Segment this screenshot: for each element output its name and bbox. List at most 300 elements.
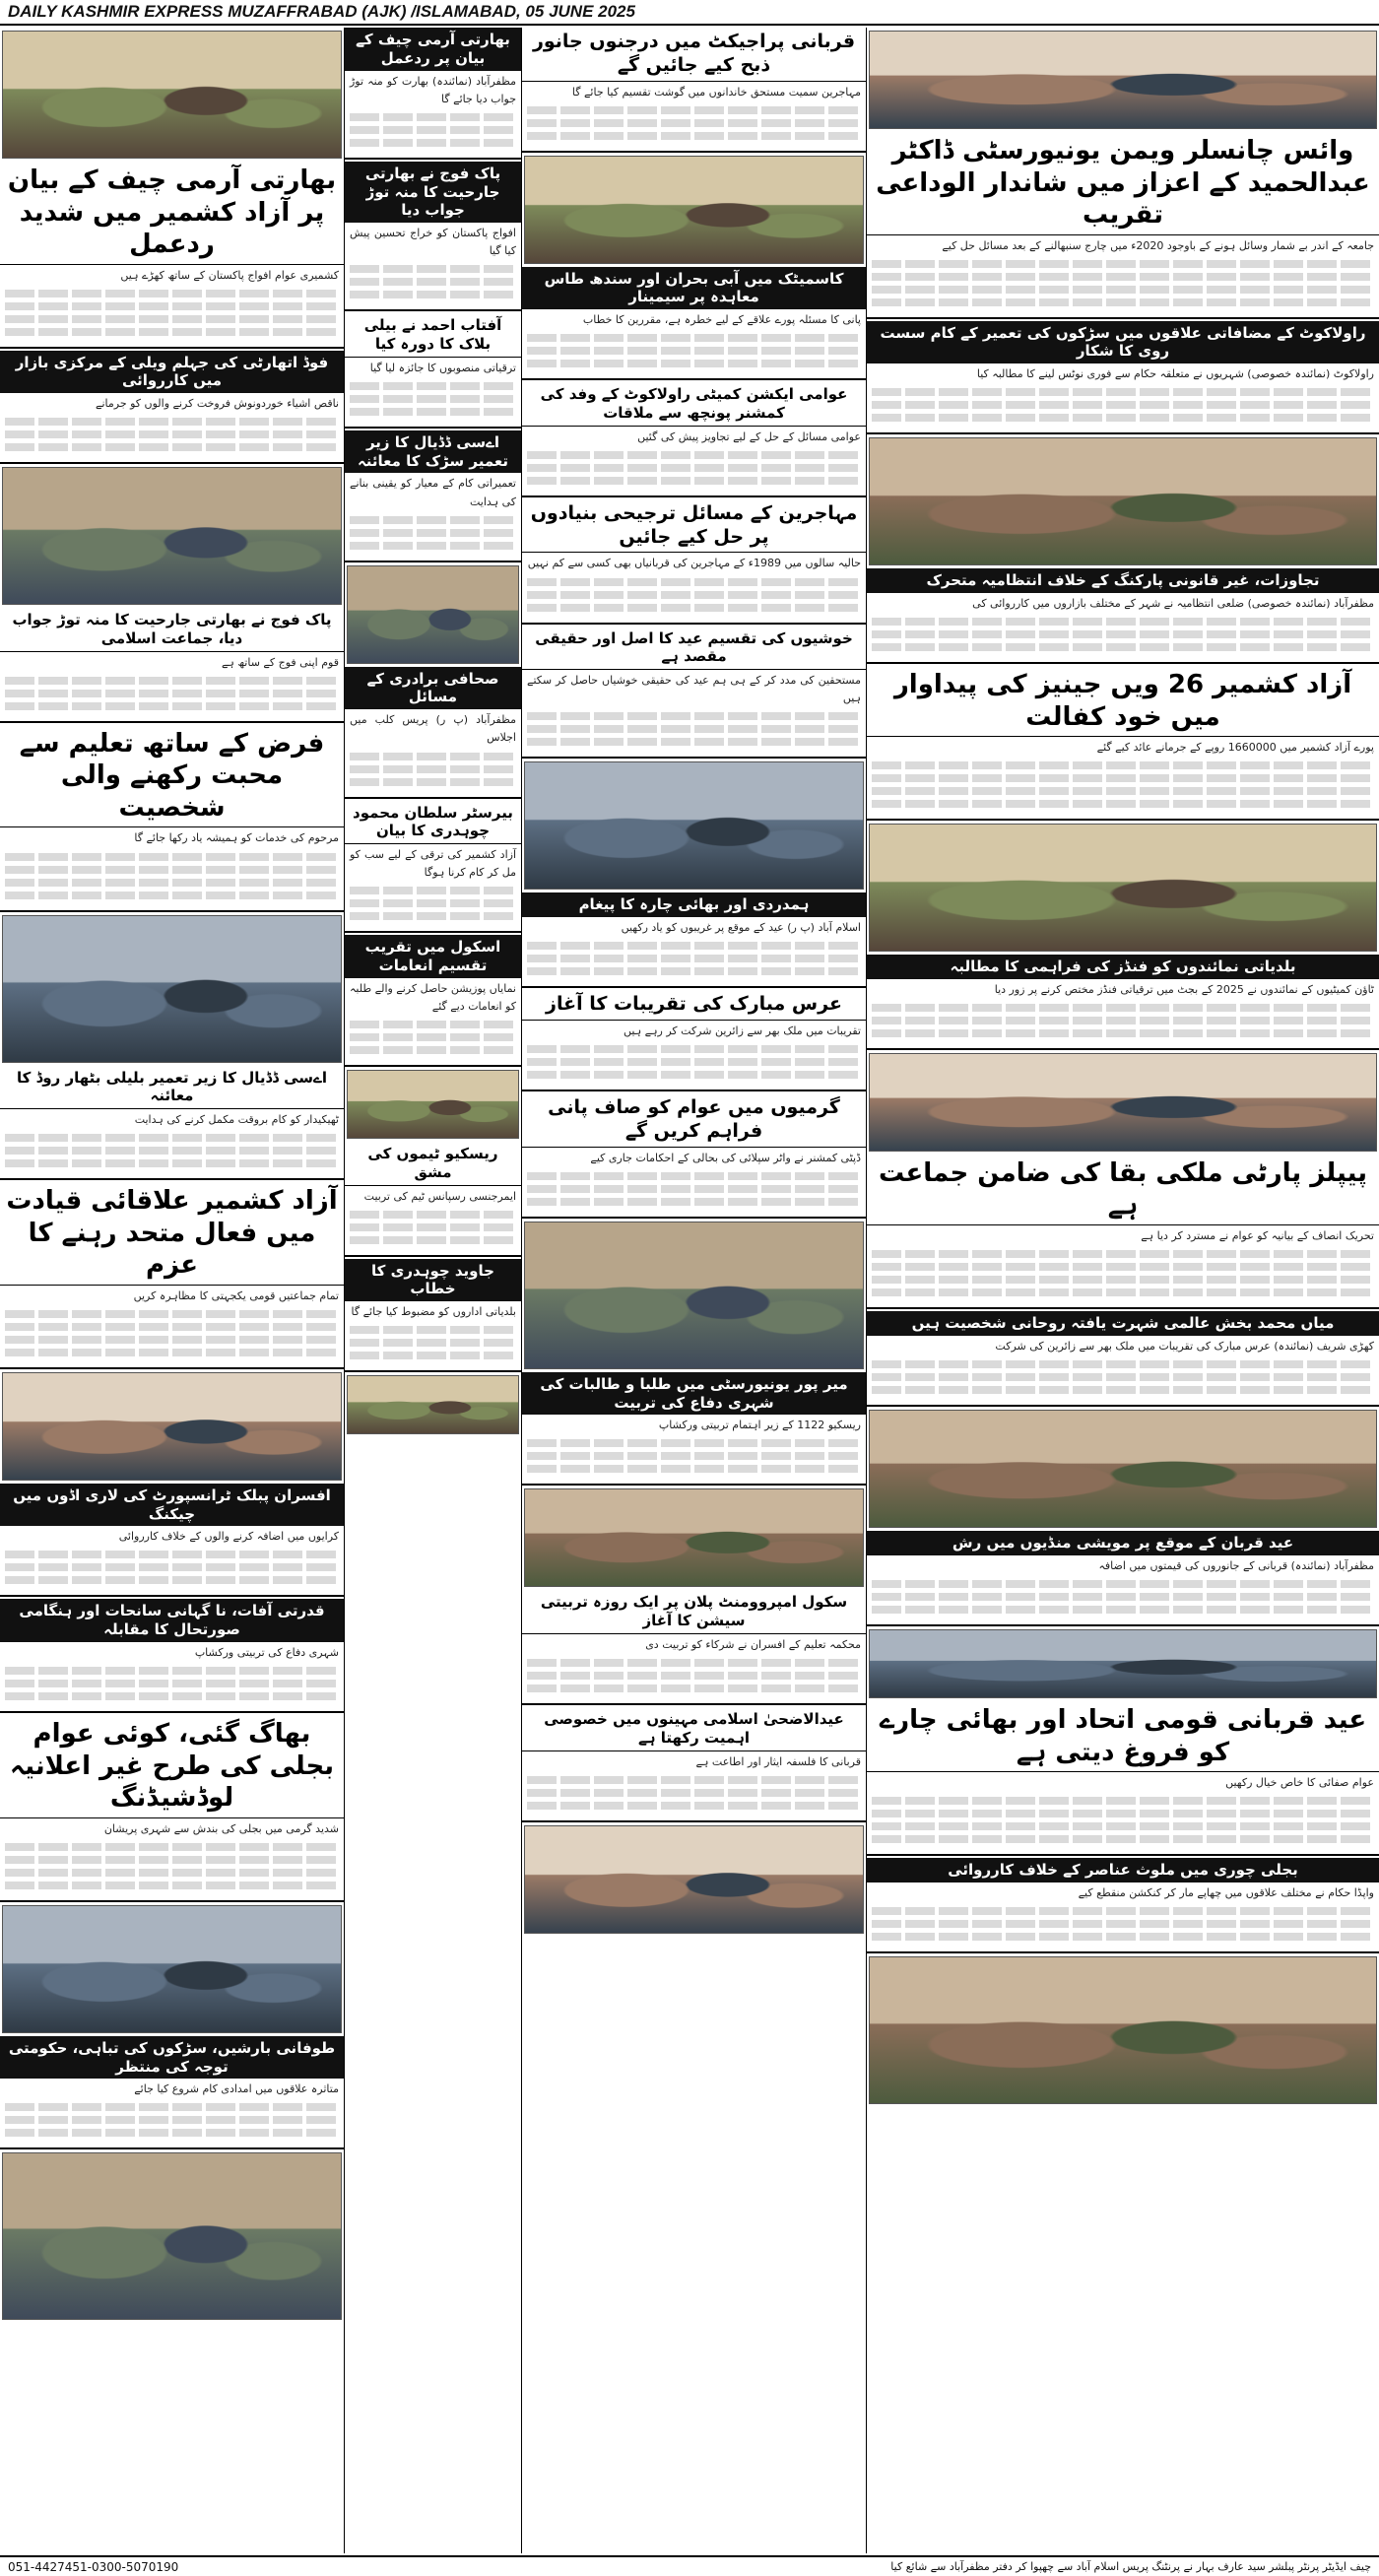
story-separator bbox=[0, 347, 344, 349]
news-photo bbox=[2, 31, 342, 159]
story-separator bbox=[867, 1048, 1379, 1050]
story-separator bbox=[867, 1951, 1379, 1953]
column-right bbox=[867, 28, 1379, 2553]
column-mid-left bbox=[345, 28, 521, 2553]
story-body-text: تمام جماعتیں قومی یکجہتی کا مظاہرہ کریں bbox=[133, 1288, 339, 1302]
text-line-placeholder bbox=[872, 800, 1374, 808]
story-body-text: مستحقین کی مدد کر کے ہی ہم عید کی حقیقی خوشیاں حاصل کر سکتے ہیں bbox=[527, 674, 861, 705]
text-line-placeholder bbox=[872, 273, 1374, 281]
text-line-placeholder bbox=[872, 1288, 1374, 1296]
story-body-text: محکمہ تعلیم کے افسران نے شرکاء کو تربیت دی bbox=[645, 1637, 861, 1651]
text-line-placeholder bbox=[5, 1159, 339, 1167]
story-headline: بھاگ گئی، کوئی عوام بجلی کی طرح غیر اعلانیہ لوڈشیڈنگ bbox=[0, 1715, 344, 1818]
news-story bbox=[345, 28, 521, 160]
story-body bbox=[345, 473, 521, 558]
text-line-placeholder bbox=[872, 1004, 1374, 1012]
text-line-placeholder bbox=[872, 1593, 1374, 1601]
story-body-text: افواج پاکستان کو خراج تحسین پیش کیا گیا bbox=[350, 227, 516, 258]
story-separator bbox=[867, 317, 1379, 319]
text-line-placeholder bbox=[872, 401, 1374, 409]
news-story bbox=[345, 430, 521, 562]
story-headline: آزاد کشمیر 26 ویں جینیز کی پیداوار میں خود کفالت bbox=[867, 666, 1379, 737]
news-photo bbox=[869, 1629, 1377, 1698]
story-body bbox=[867, 593, 1379, 660]
text-line-placeholder bbox=[350, 529, 516, 537]
news-story bbox=[345, 1070, 521, 1257]
story-body bbox=[0, 652, 344, 719]
story-body-text: شدید گرمی میں بجلی کی بندش سے شہری پریشان bbox=[103, 1821, 339, 1835]
story-body bbox=[867, 1225, 1379, 1305]
text-line-placeholder bbox=[5, 1563, 339, 1571]
story-separator bbox=[345, 931, 521, 933]
story-separator bbox=[0, 1367, 344, 1369]
story-body bbox=[867, 1772, 1379, 1852]
story-headline: پاک فوج نے بھارتی جارحیت کا منہ توڑ جواب دیا bbox=[345, 162, 521, 223]
photo-placeholder bbox=[525, 1826, 863, 1933]
news-story bbox=[345, 801, 521, 934]
news-photo bbox=[2, 1905, 342, 2033]
photo-placeholder bbox=[525, 1222, 863, 1368]
story-body-text: ٹاؤن کمیٹیوں کے نمائندوں نے 2025 کے بجٹ میں ترقیاتی فنڈز مختص کرنے پر زور دیا bbox=[994, 983, 1374, 997]
text-line-placeholder bbox=[872, 774, 1374, 782]
story-headline: عرس مبارک کی تقریبات کا آغاز bbox=[522, 990, 866, 1021]
story-body-text: پانی کا مسئلہ پورے علاقے کے لیے خطرہ ہے، مقررین کا خطاب bbox=[582, 313, 861, 327]
text-line-placeholder bbox=[527, 967, 861, 975]
photo-placeholder bbox=[3, 32, 341, 158]
text-line-placeholder bbox=[5, 1856, 339, 1864]
story-headline: گرمیوں میں عوام کو صاف پانی فراہم کریں گے bbox=[522, 1093, 866, 1148]
text-line-placeholder bbox=[527, 1802, 861, 1810]
news-story bbox=[522, 1707, 866, 1822]
text-line-placeholder bbox=[5, 892, 339, 899]
text-line-placeholder bbox=[350, 139, 516, 147]
story-body bbox=[522, 1634, 866, 1701]
text-line-placeholder bbox=[350, 516, 516, 524]
story-body-text: تعمیراتی کام کے معیار کو یقینی بنانے کی ہدایت bbox=[350, 477, 516, 508]
story-body-text: مظفرآباد (نمائندہ) قربانی کے جانوروں کی قیمتوں میں اضافہ bbox=[1098, 1558, 1374, 1572]
text-line-placeholder bbox=[872, 1797, 1374, 1805]
photo-placeholder bbox=[3, 1373, 341, 1480]
story-body-text: تحریک انصاف کے بیانیہ کو عوام نے مسترد کر دیا ہے bbox=[1141, 1229, 1374, 1243]
story-body-text: حالیہ سالوں میں 1989ء کے مہاجرین کی قربانیاں بھی کسی سے کم نہیں bbox=[527, 557, 861, 570]
text-line-placeholder bbox=[872, 260, 1374, 268]
story-headline: بجلی چوری میں ملوث عناصر کے خلاف کارروائی bbox=[867, 1858, 1379, 1882]
story-headline: بیرسٹر سلطان محمود چوہدری کا بیان bbox=[345, 801, 521, 845]
story-separator bbox=[867, 432, 1379, 434]
story-separator bbox=[345, 427, 521, 429]
story-headline: ریسکیو ٹیموں کی مشق bbox=[345, 1142, 521, 1186]
news-photo bbox=[524, 761, 864, 890]
text-line-placeholder bbox=[5, 1310, 339, 1318]
story-body bbox=[345, 223, 521, 307]
text-line-placeholder bbox=[872, 630, 1374, 638]
text-line-placeholder bbox=[527, 119, 861, 127]
story-body-text: پورے آزاد کشمیر میں 1660000 روپے کے جرمانے عائد کیے گئے bbox=[1096, 741, 1374, 755]
photo-placeholder bbox=[870, 1957, 1376, 2103]
text-line-placeholder bbox=[5, 1576, 339, 1584]
photo-placeholder bbox=[348, 1071, 518, 1138]
text-line-placeholder bbox=[872, 1810, 1374, 1817]
text-line-placeholder bbox=[350, 887, 516, 894]
photo-placeholder bbox=[3, 468, 341, 604]
text-line-placeholder bbox=[5, 302, 339, 310]
story-body-text: ٹھیکیدار کو کام بروقت مکمل کرنے کی ہدایت bbox=[134, 1113, 339, 1127]
story-separator bbox=[0, 1595, 344, 1597]
story-headline: میاں محمد بخش عالمی شہرت یافتہ روحانی شخصیت ہیں bbox=[867, 1311, 1379, 1336]
text-line-placeholder bbox=[5, 1134, 339, 1142]
story-body bbox=[867, 1882, 1379, 1949]
text-line-placeholder bbox=[5, 866, 339, 874]
story-headline: طوفانی بارشیں، سڑکوں کی تباہی، حکومتی توجہ کی منتظر bbox=[0, 2036, 344, 2080]
news-story bbox=[0, 31, 344, 349]
news-story bbox=[345, 935, 521, 1067]
story-separator bbox=[522, 378, 866, 380]
text-line-placeholder bbox=[350, 382, 516, 390]
story-headline: پیپلز پارٹی ملکی بقا کی ضامن جماعت ہے bbox=[867, 1155, 1379, 1225]
text-line-placeholder bbox=[5, 853, 339, 861]
story-body-text: مہاجرین سمیت مستحق خاندانوں میں گوشت تقسیم کیا جائے گا bbox=[571, 85, 861, 99]
news-story bbox=[867, 666, 1379, 821]
story-body-text: جامعہ کے اندر بے شمار وسائل ہونے کے باوجود 2020ء میں چارج سنبھالنے کے بعد مسائل حل کیے bbox=[942, 238, 1374, 252]
story-headline: بھارتی آرمی چیف کے بیان پر ردعمل bbox=[345, 28, 521, 71]
news-photo bbox=[869, 1053, 1377, 1152]
text-line-placeholder bbox=[350, 113, 516, 121]
footer bbox=[0, 2555, 1379, 2576]
text-line-placeholder bbox=[5, 328, 339, 336]
text-line-placeholder bbox=[5, 879, 339, 887]
story-separator bbox=[0, 2147, 344, 2149]
news-story bbox=[345, 162, 521, 312]
story-body-text: مظفرآباد (نمائندہ خصوصی) ضلعی انتظامیہ نے شہر کے مختلف بازاروں میں کارروائی کی bbox=[972, 597, 1374, 611]
news-photo bbox=[347, 565, 519, 664]
text-line-placeholder bbox=[527, 1439, 861, 1447]
text-line-placeholder bbox=[872, 414, 1374, 422]
text-line-placeholder bbox=[527, 591, 861, 599]
text-line-placeholder bbox=[350, 278, 516, 286]
news-photo bbox=[524, 1488, 864, 1587]
news-story bbox=[345, 565, 521, 799]
story-separator bbox=[867, 662, 1379, 664]
story-body-text: کرایوں میں اضافہ کرنے والوں کے خلاف کارروائی bbox=[118, 1530, 339, 1544]
story-body-text: مظفرآباد (نمائندہ) بھارت کو منہ توڑ جواب دیا جائے گا bbox=[350, 74, 516, 105]
text-line-placeholder bbox=[5, 1147, 339, 1155]
story-headline: مہاجرین کے مسائل ترجیحی بنیادوں پر حل کیے جائیں bbox=[522, 499, 866, 554]
text-line-placeholder bbox=[872, 1360, 1374, 1368]
story-headline: بلدیاتی نمائندوں کو فنڈز کی فراہمی کا مطالبہ bbox=[867, 955, 1379, 979]
text-line-placeholder bbox=[527, 1672, 861, 1680]
story-body bbox=[522, 309, 866, 376]
story-separator bbox=[867, 819, 1379, 821]
text-line-placeholder bbox=[5, 315, 339, 323]
masthead bbox=[0, 0, 1379, 26]
story-body bbox=[345, 1301, 521, 1368]
text-line-placeholder bbox=[350, 542, 516, 550]
story-body-text: کشمیری عوام افواج پاکستان کے ساتھ کھڑے ہیں bbox=[120, 268, 339, 282]
story-body bbox=[0, 1818, 344, 1898]
text-line-placeholder bbox=[350, 899, 516, 907]
story-headline: صحافی برادری کے مسائل bbox=[345, 667, 521, 710]
text-line-placeholder bbox=[527, 132, 861, 140]
story-separator bbox=[345, 309, 521, 311]
text-line-placeholder bbox=[5, 290, 339, 297]
story-headline: فوڈ اتھارٹی کی جہلم ویلی کے مرکزی بازار میں کارروائی bbox=[0, 351, 344, 394]
story-separator bbox=[522, 986, 866, 988]
story-body bbox=[0, 1109, 344, 1176]
text-line-placeholder bbox=[872, 643, 1374, 651]
story-body bbox=[522, 670, 866, 755]
story-separator bbox=[345, 1255, 521, 1257]
story-body-text: بلدیاتی اداروں کو مضبوط کیا جائے گا bbox=[351, 1305, 516, 1319]
text-line-placeholder bbox=[5, 677, 339, 685]
text-line-placeholder bbox=[872, 1580, 1374, 1588]
text-line-placeholder bbox=[5, 2129, 339, 2137]
text-line-placeholder bbox=[872, 1276, 1374, 1284]
story-headline: قدرتی آفات، نا گہانی سانحات اور ہنگامی صورتحال کا مقابلہ bbox=[0, 1599, 344, 1642]
text-line-placeholder bbox=[350, 265, 516, 273]
story-body-text: عوام صفائی کا خاص خیال رکھیں bbox=[1225, 1776, 1374, 1790]
photo-placeholder bbox=[870, 1630, 1376, 1697]
text-line-placeholder bbox=[350, 1211, 516, 1219]
text-line-placeholder bbox=[872, 1263, 1374, 1271]
story-separator bbox=[0, 721, 344, 723]
text-line-placeholder bbox=[350, 778, 516, 786]
text-line-placeholder bbox=[527, 1045, 861, 1053]
news-story bbox=[867, 437, 1379, 664]
news-photo bbox=[524, 1222, 864, 1369]
story-separator bbox=[522, 1703, 866, 1705]
story-headline: عیدالاضحیٰ اسلامی مہینوں میں خصوصی اہمیت رکھتا ہے bbox=[522, 1707, 866, 1751]
story-headline: کاسمیٹک میں آبی بحران اور سندھ طاس معاہدہ پر سیمینار bbox=[522, 267, 866, 310]
text-line-placeholder bbox=[5, 430, 339, 438]
story-separator bbox=[345, 1370, 521, 1372]
story-body bbox=[345, 709, 521, 794]
news-story bbox=[867, 31, 1379, 319]
text-line-placeholder bbox=[527, 347, 861, 355]
text-line-placeholder bbox=[527, 1776, 861, 1784]
story-headline: آفتاب احمد نے بیلی بلاک کا دورہ کیا bbox=[345, 313, 521, 358]
news-story bbox=[522, 627, 866, 760]
story-body bbox=[867, 1555, 1379, 1622]
masthead-title: DAILY KASHMIR EXPRESS MUZAFFRABAD (AJK) /ISLAMABAD, 05 JUNE 2025 bbox=[8, 2, 635, 21]
story-body-text: ریسکیو 1122 کے زیر اہتمام تربیتی ورکشاپ bbox=[658, 1419, 861, 1432]
text-line-placeholder bbox=[350, 1339, 516, 1347]
story-separator bbox=[522, 757, 866, 759]
text-line-placeholder bbox=[872, 1835, 1374, 1843]
story-body bbox=[0, 2079, 344, 2146]
text-line-placeholder bbox=[350, 1326, 516, 1334]
story-separator bbox=[0, 1900, 344, 1902]
photo-placeholder bbox=[870, 1054, 1376, 1151]
story-headline: سکول امپروومنٹ پلان پر ایک روزہ تربیتی سیشن کا آغاز bbox=[522, 1590, 866, 1634]
news-photo bbox=[869, 1956, 1377, 2104]
story-body bbox=[522, 1021, 866, 1088]
text-line-placeholder bbox=[527, 464, 861, 472]
text-line-placeholder bbox=[527, 334, 861, 342]
text-line-placeholder bbox=[350, 912, 516, 920]
news-photo bbox=[524, 1825, 864, 1934]
news-story bbox=[867, 321, 1379, 435]
text-line-placeholder bbox=[527, 1185, 861, 1193]
news-photo bbox=[524, 156, 864, 264]
text-line-placeholder bbox=[527, 1071, 861, 1079]
news-story bbox=[867, 1311, 1379, 1407]
story-body bbox=[522, 553, 866, 620]
story-headline: پاک فوج نے بھارتی جارحیت کا منہ توڑ جواب دیا، جماعت اسلامی bbox=[0, 608, 344, 652]
text-line-placeholder bbox=[872, 1933, 1374, 1941]
news-story bbox=[522, 990, 866, 1091]
news-story bbox=[522, 1093, 866, 1219]
text-line-placeholder bbox=[872, 1606, 1374, 1614]
text-line-placeholder bbox=[5, 1667, 339, 1675]
news-story bbox=[522, 1488, 866, 1705]
text-line-placeholder bbox=[527, 477, 861, 485]
story-headline: اےسی ڈڈیال کا زیر تعمیر بلیلی بٹھار روڈ کا معائنہ bbox=[0, 1066, 344, 1110]
story-separator bbox=[0, 910, 344, 912]
story-body bbox=[522, 917, 866, 984]
text-line-placeholder bbox=[5, 690, 339, 697]
story-body-text: نمایاں پوزیشن حاصل کرنے والے طلبہ کو انعامات دیے گئے bbox=[349, 981, 516, 1013]
story-headline: بھارتی آرمی چیف کے بیان پر آزاد کشمیر میں شدید ردعمل bbox=[0, 162, 344, 265]
story-body bbox=[522, 1415, 866, 1482]
story-body-text: کھڑی شریف (نمائندہ) عرس مبارک کی تقریبات میں ملک بھر سے زائرین کی شرکت bbox=[995, 1340, 1374, 1354]
news-photo bbox=[869, 31, 1377, 129]
story-separator bbox=[345, 158, 521, 160]
text-line-placeholder bbox=[527, 106, 861, 114]
story-body-text: ایمرجنسی رسپانس ٹیم کی تربیت bbox=[363, 1189, 516, 1203]
news-story bbox=[522, 382, 866, 497]
news-story bbox=[867, 1410, 1379, 1626]
story-body-text: قربانی کا فلسفہ ایثار اور اطاعت ہے bbox=[695, 1754, 861, 1768]
news-photo bbox=[2, 915, 342, 1063]
story-body-text: ناقص اشیاء خوردونوش فروخت کرنے والوں کو جرمانے bbox=[96, 397, 339, 411]
story-headline: تجاوزات، غیر قانونی پارکنگ کے خلاف انتظامیہ متحرک bbox=[867, 568, 1379, 593]
story-body bbox=[345, 1186, 521, 1253]
text-line-placeholder bbox=[5, 1882, 339, 1889]
story-separator bbox=[522, 1090, 866, 1091]
text-line-placeholder bbox=[5, 1680, 339, 1687]
photo-placeholder bbox=[870, 438, 1376, 564]
story-headline: ہمدردی اور بھائی چارہ کا پیغام bbox=[522, 892, 866, 917]
story-headline: عوامی ایکشن کمیٹی راولاکوٹ کے وفد کی کمشنر پونچھ سے ملاقات bbox=[522, 382, 866, 427]
story-body bbox=[867, 363, 1379, 430]
story-separator bbox=[867, 1307, 1379, 1309]
text-line-placeholder bbox=[872, 286, 1374, 294]
news-story bbox=[867, 1858, 1379, 1953]
text-line-placeholder bbox=[527, 1789, 861, 1797]
text-line-placeholder bbox=[527, 1684, 861, 1692]
photo-placeholder bbox=[348, 1376, 518, 1433]
photo-placeholder bbox=[870, 825, 1376, 951]
footer-imprint: چیف ایڈیٹر پرنٹر پبلشر سید عارف بہار نے پرنٹنگ پریس اسلام آباد سے چھپوا کر دفتر مظفرآباد سے شائع کیا bbox=[890, 2560, 1371, 2573]
story-separator bbox=[522, 1217, 866, 1219]
news-story bbox=[0, 725, 344, 912]
text-line-placeholder bbox=[527, 738, 861, 746]
story-headline: قربانی پراجیکٹ میں درجنوں جانور ذبح کیے جائیں گے bbox=[522, 28, 866, 82]
news-story bbox=[0, 915, 344, 1181]
text-line-placeholder bbox=[872, 618, 1374, 626]
story-body bbox=[522, 1751, 866, 1818]
story-headline: عید قربانی قومی اتحاد اور بھائی چارے کو فروغ دیتی ہے bbox=[867, 1701, 1379, 1772]
news-story bbox=[0, 1182, 344, 1369]
story-separator bbox=[867, 1854, 1379, 1856]
story-body bbox=[345, 978, 521, 1063]
text-line-placeholder bbox=[872, 1373, 1374, 1381]
news-photo bbox=[347, 1375, 519, 1434]
story-headline: راولاکوٹ کے مضافاتی علاقوں میں سڑکوں کی تعمیر کے کام سست روی کا شکار bbox=[867, 321, 1379, 364]
story-body-text: مظفرآباد (پ ر) پریس کلب میں اجلاس bbox=[350, 713, 516, 745]
story-body-text: مرحوم کی خدمات کو ہمیشہ یاد رکھا جائے گا bbox=[134, 831, 339, 845]
story-body bbox=[0, 1526, 344, 1593]
text-line-placeholder bbox=[350, 765, 516, 773]
news-photo bbox=[869, 824, 1377, 952]
news-photo bbox=[869, 437, 1377, 565]
text-line-placeholder bbox=[527, 1452, 861, 1460]
story-headline: اےسی ڈڈیال کا زیر تعمیر سڑک کا معائنہ bbox=[345, 430, 521, 474]
text-line-placeholder bbox=[350, 126, 516, 134]
story-separator bbox=[522, 623, 866, 625]
text-line-placeholder bbox=[872, 761, 1374, 769]
story-headline: وائس چانسلر ویمن یونیورسٹی ڈاکٹر عبدالحمید کے اعزاز میں شاندار الوداعی تقریب bbox=[867, 132, 1379, 235]
story-body-text: شہری دفاع کی تربیتی ورکشاپ bbox=[194, 1645, 339, 1659]
story-body bbox=[0, 827, 344, 907]
story-body bbox=[522, 1148, 866, 1215]
story-headline: فرض کے ساتھ تعلیم سے محبت رکھنے والی شخصیت bbox=[0, 725, 344, 828]
news-photo bbox=[347, 1070, 519, 1139]
text-line-placeholder bbox=[527, 955, 861, 962]
story-headline: میر پور یونیورسٹی میں طلبا و طالبات کی شہری دفاع کی تربیت bbox=[522, 1372, 866, 1416]
text-line-placeholder bbox=[872, 1029, 1374, 1037]
story-body-text: عوامی مسائل کے حل کے لیے تجاویز پیش کی گئیں bbox=[637, 429, 861, 443]
text-line-placeholder bbox=[872, 1017, 1374, 1024]
text-line-placeholder bbox=[5, 1869, 339, 1877]
text-line-placeholder bbox=[350, 395, 516, 403]
text-line-placeholder bbox=[350, 408, 516, 416]
story-separator bbox=[345, 1065, 521, 1067]
news-photo bbox=[2, 467, 342, 605]
news-story bbox=[522, 1222, 866, 1486]
column-mid-right bbox=[522, 28, 866, 2553]
story-body bbox=[0, 265, 344, 345]
story-headline: عید قربان کے موقع پر مویشی منڈیوں میں رش bbox=[867, 1531, 1379, 1555]
story-body-text: راولاکوٹ (نمائندہ خصوصی) شہریوں نے متعلقہ حکام سے فوری نوٹس لینے کا مطالبہ کیا bbox=[976, 367, 1374, 381]
story-body bbox=[867, 235, 1379, 315]
story-body-text: تقریبات میں ملک بھر سے زائرین شرکت کر رہے ہیں bbox=[624, 1024, 861, 1037]
story-separator bbox=[522, 151, 866, 153]
news-story bbox=[867, 1053, 1379, 1309]
story-body-text: آزاد کشمیر کی ترقی کے لیے سب کو مل کر کام کرنا ہوگا bbox=[350, 848, 516, 880]
story-headline: خوشیوں کی تقسیم عید کا اصل اور حقیقی مقصد ہے bbox=[522, 627, 866, 671]
text-line-placeholder bbox=[872, 1920, 1374, 1928]
story-body-text: ترقیاتی منصوبوں کا جائزہ لیا گیا bbox=[369, 361, 516, 374]
column-left bbox=[0, 28, 344, 2553]
story-headline: جاوید چوہدری کا خطاب bbox=[345, 1259, 521, 1302]
text-line-placeholder bbox=[5, 443, 339, 451]
story-headline: آزاد کشمیر علاقائی قیادت میں فعال متحد رہنے کا عزم bbox=[0, 1182, 344, 1286]
story-body bbox=[522, 427, 866, 494]
text-line-placeholder bbox=[350, 1033, 516, 1041]
text-line-placeholder bbox=[5, 418, 339, 426]
story-body bbox=[345, 71, 521, 156]
text-line-placeholder bbox=[350, 1046, 516, 1054]
story-separator bbox=[345, 561, 521, 562]
story-body bbox=[0, 1286, 344, 1365]
text-line-placeholder bbox=[5, 2116, 339, 2124]
text-line-placeholder bbox=[5, 1349, 339, 1356]
story-separator bbox=[867, 1405, 1379, 1407]
text-line-placeholder bbox=[350, 753, 516, 760]
text-line-placeholder bbox=[5, 1551, 339, 1558]
story-separator bbox=[522, 1820, 866, 1822]
